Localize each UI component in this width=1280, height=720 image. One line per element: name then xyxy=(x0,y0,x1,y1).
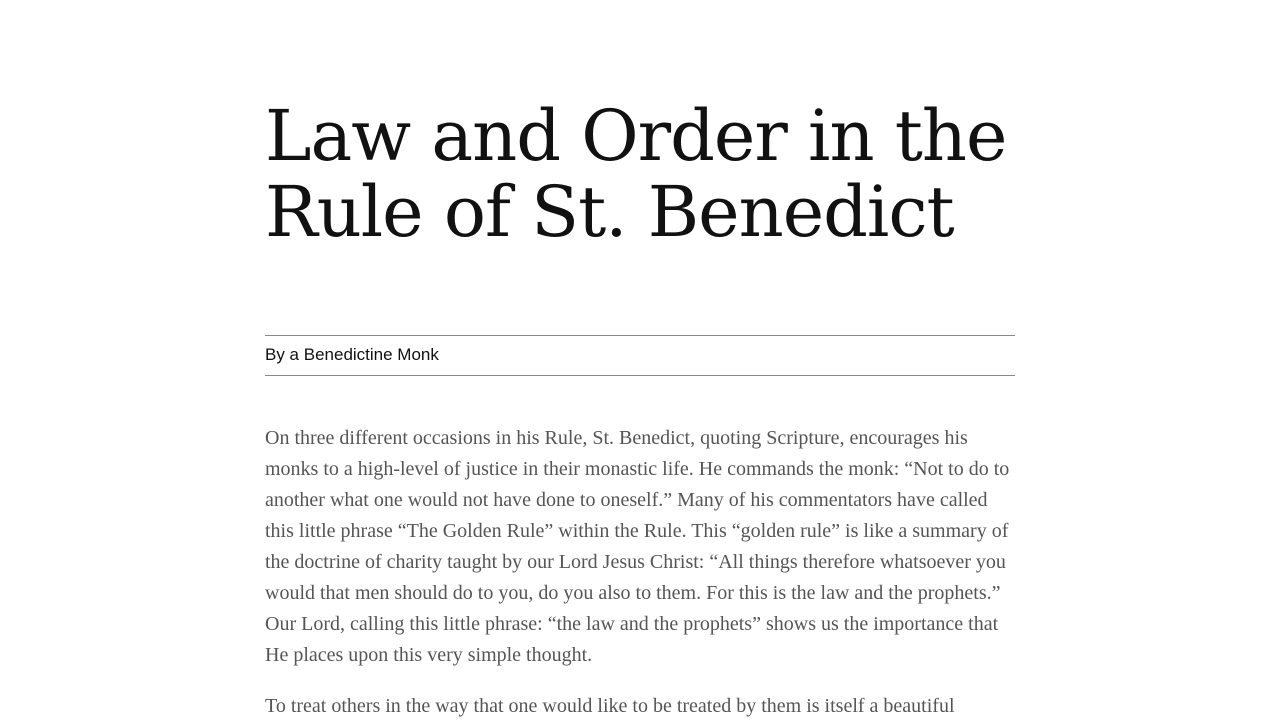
paragraph: To treat others in the way that one would like to be treated by them is itself a beautiful xyxy=(265,695,955,717)
byline-section xyxy=(265,335,1015,376)
article-title: Law and Order in the Rule of St. Benedict xyxy=(265,95,1007,253)
article-body xyxy=(265,423,1017,720)
paragraph: On three different occasions in his Rule, St. Benedict, quoting Scripture, encourages his monks to a high-level of justice in their monastic life. He commands the monk: “Not to do to another what one would not have done to oneself.” Many of his commentators have called this little phrase “The Golden Rule” within the Rule. This “golden rule” is like a summary of the doctrine of charity taught by our Lord Jesus Christ: “All things therefore whatsoever you would that men should do to you, do you also to them. For this is the law and the prophets.” Our Lord, calling this little phrase: “the law and the prophets” shows us the importance that He places upon this very simple thought. xyxy=(265,427,1010,666)
byline: By a Benedictine Monk xyxy=(265,345,439,364)
